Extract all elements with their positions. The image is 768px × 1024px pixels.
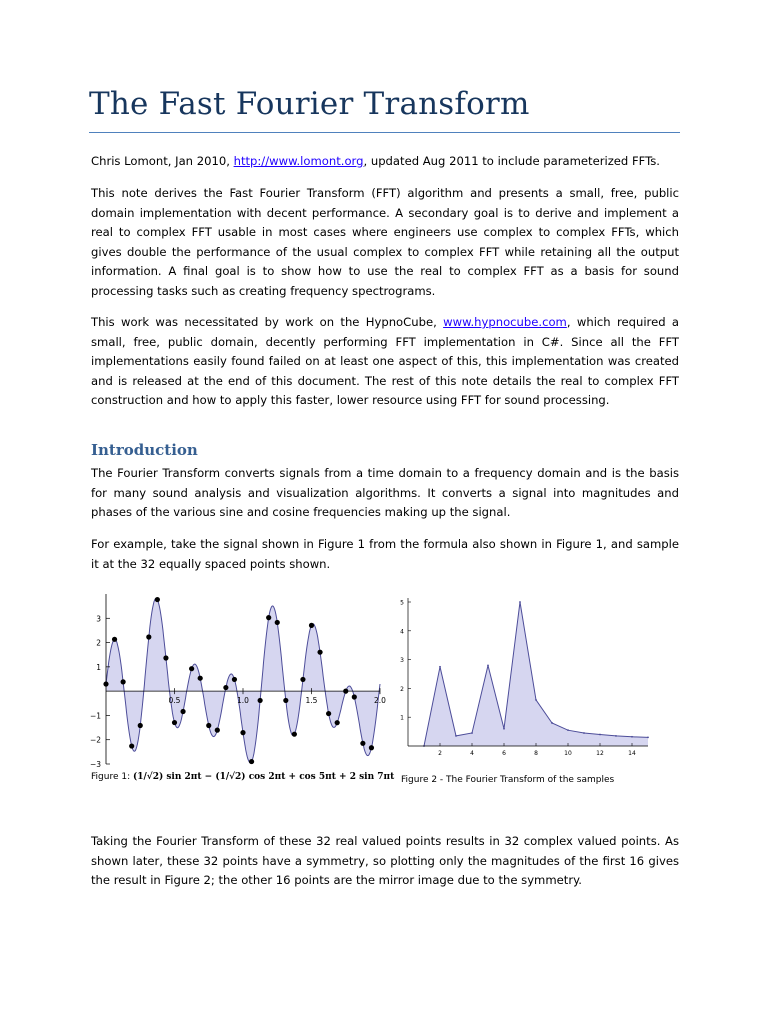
figure-2-caption: Figure 2 - The Fourier Transform of the samples [401, 775, 615, 785]
page-title: The Fast Fourier Transform [89, 86, 530, 122]
sample-point [352, 694, 357, 699]
x-tick-label: 0.5 [168, 696, 181, 706]
sample-point [317, 650, 322, 655]
figure-1-caption [91, 772, 394, 782]
intro-paragraph: This note derives the Fast Fourier Transform (FFT) algorithm and presents a small, free, public domain implementation with decent performance. A secondary goal is to derive and implement a real to complex FFT usable in most cases where engineers use complex to complex FFTs, which gives double the performance of the usual complex to complex FFT while retaining all the output information. A final goal is to show how to use the real to complex FFT as a basis for sound processing tasks such as creating frequency spectrograms. [91, 186, 679, 298]
hypnocube-link[interactable]: www.hypnocube.com [443, 315, 567, 329]
x-tick-label: 4 [470, 750, 474, 757]
figure-1-formula: (1/√2) sin 2πt − (1/√2) cos 2πt + cos 5πt + 2 sin 7πt [132, 772, 395, 782]
sample-point [146, 634, 151, 639]
spectrum-point [647, 736, 649, 738]
title-rule [89, 132, 680, 133]
signal-area [106, 598, 380, 762]
sample-point [172, 720, 177, 725]
sample-point [223, 685, 228, 690]
sample-point [112, 637, 117, 642]
x-tick-label: 1.5 [305, 696, 318, 706]
sample-point [215, 728, 220, 733]
spectrum-point [471, 732, 473, 734]
spectrum-point [535, 699, 537, 701]
sample-point [283, 698, 288, 703]
y-tick-label: −3 [89, 760, 101, 769]
byline-prefix: Chris Lomont, Jan 2010, [91, 154, 234, 168]
figure-2-chart [396, 592, 656, 762]
spectrum-point [599, 734, 601, 736]
lomont-link[interactable]: http://www.lomont.org [233, 154, 364, 168]
x-tick-label: 12 [596, 750, 604, 757]
sample-point [266, 615, 271, 620]
y-tick-label: 1 [96, 662, 101, 672]
y-tick-label: 2 [400, 685, 404, 693]
sample-point [360, 741, 365, 746]
x-tick-label: 2.0 [374, 696, 386, 706]
sample-point [258, 698, 263, 703]
sample-point [240, 730, 245, 735]
sample-point [180, 709, 185, 714]
y-tick-label: 4 [400, 628, 404, 636]
sample-point [121, 679, 126, 684]
x-tick-label: 1.0 [237, 696, 249, 706]
sample-point [103, 681, 108, 686]
spectrum-point [503, 728, 505, 730]
spectrum-point [455, 735, 457, 737]
work-paragraph [91, 313, 679, 411]
sample-point [163, 655, 168, 660]
spectrum-point [583, 732, 585, 734]
spectrum-area [424, 602, 648, 746]
byline-suffix: , updated Aug 2011 to include parameterized FFTs. [363, 154, 660, 168]
work-prefix: This work was necessitated by work on the HypnoCube, [91, 315, 444, 329]
spectrum-point [519, 601, 521, 603]
y-tick-label: −1 [89, 711, 101, 721]
figure-1-caption-label: Figure 1: [91, 772, 133, 782]
y-tick-label: −2 [89, 735, 101, 745]
sample-point [189, 666, 194, 671]
sample-point [155, 597, 160, 602]
y-tick-label: 2 [96, 638, 101, 648]
sample-point [206, 723, 211, 728]
sample-point [335, 720, 340, 725]
y-tick-label: 1 [400, 714, 404, 722]
spectrum-point [487, 664, 489, 666]
sample-point [275, 620, 280, 625]
sample-point [249, 759, 254, 764]
x-tick-label: 2 [438, 750, 442, 757]
sample-point [138, 723, 143, 728]
closing-paragraph: Taking the Fourier Transform of these 32 real valued points results in 32 complex valued points. As shown later, these 32 points have a symmetry, so plotting only the magnitudes of the first 16 gives the result in Figure 2; the other 16 points are the mirror image due to the symmetry. [91, 834, 679, 888]
example-paragraph: For example, take the signal shown in Figure 1 from the formula also shown in Figure 1, and sample it at the 32 equally spaced points shown. [91, 537, 679, 571]
y-tick-label: 5 [400, 599, 404, 607]
sample-point [369, 745, 374, 750]
x-tick-label: 10 [564, 750, 572, 757]
spectrum-point [439, 666, 441, 668]
sample-point [129, 743, 134, 748]
spectrum-point [631, 736, 633, 738]
sample-point [309, 623, 314, 628]
x-tick-label: 14 [628, 750, 636, 757]
sample-point [326, 711, 331, 716]
y-tick-label: 3 [96, 614, 101, 624]
figure-1-chart [88, 588, 388, 770]
sample-point [198, 676, 203, 681]
spectrum-point [567, 729, 569, 731]
spectrum-point [551, 722, 553, 724]
x-tick-label: 8 [534, 750, 538, 757]
byline [91, 152, 679, 172]
sample-point [300, 677, 305, 682]
work-suffix: , which required a small, free, public domain, decently performing FFT implementation in C#. Since all the FFT implementations easily found failed on at least one aspect of this, this implementation was created and is released at the end of this document. The rest of this note details the real to complex FFT construction and how to apply this faster, lower resource using FFT for sound processing. [91, 315, 680, 408]
y-tick-label: 3 [400, 657, 404, 665]
spectrum-point [615, 735, 617, 737]
section-heading: Introduction [91, 441, 198, 459]
sample-point [343, 689, 348, 694]
sample-point [292, 732, 297, 737]
x-tick-label: 6 [502, 750, 506, 757]
sample-point [232, 677, 237, 682]
intro-section-paragraph: The Fourier Transform converts signals from a time domain to a frequency domain and is the basis for many sound analysis and visualization algorithms. It converts a signal into magnitudes and phases of the various sine and cosine frequencies making up the signal. [91, 466, 679, 520]
